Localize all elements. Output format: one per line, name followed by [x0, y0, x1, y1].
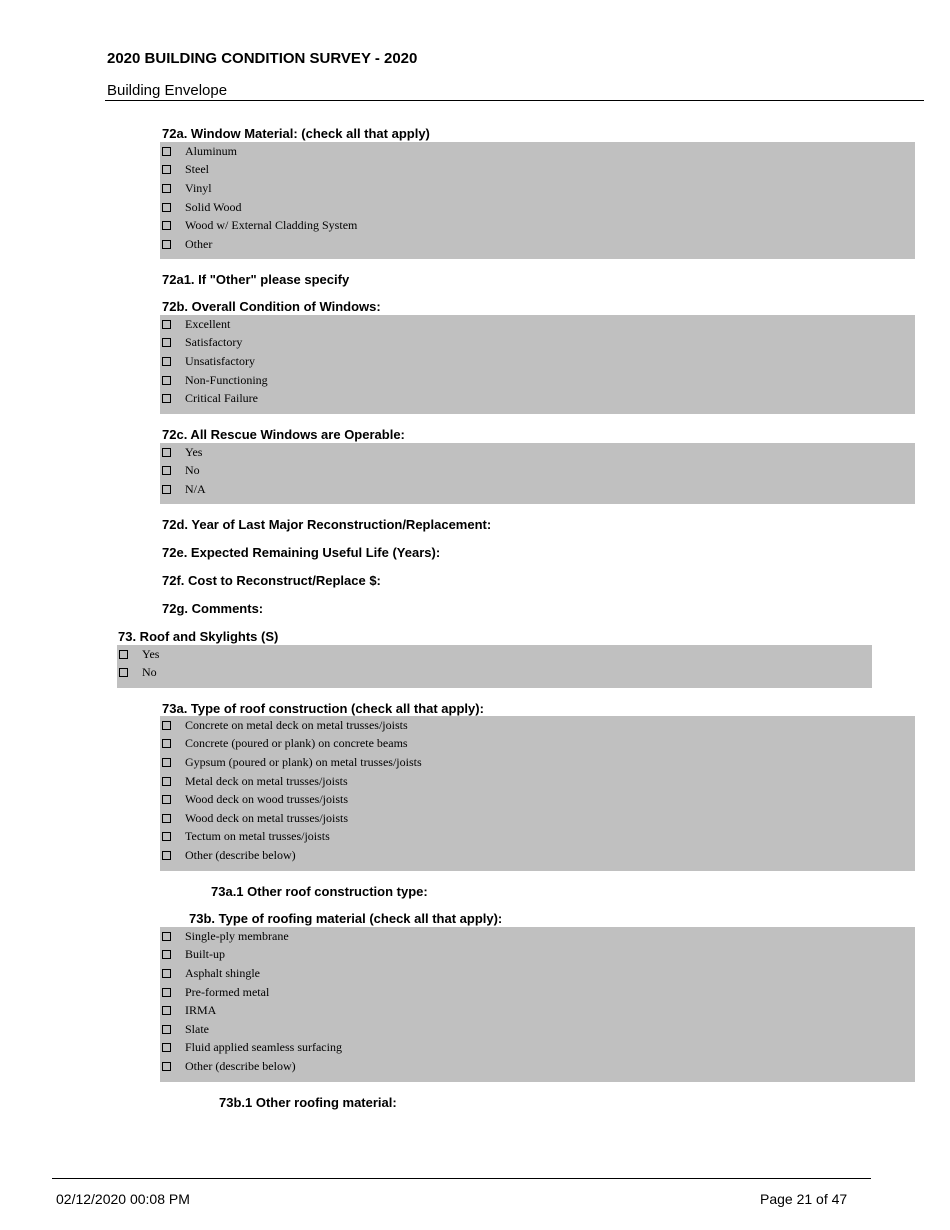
checkbox[interactable]	[162, 338, 171, 347]
question-72e: 72e. Expected Remaining Useful Life (Years):	[162, 545, 441, 560]
question-73: 73. Roof and Skylights (S)	[118, 629, 279, 644]
option-label: Yes	[142, 646, 160, 661]
checkbox[interactable]	[162, 721, 171, 730]
question-72d: 72d. Year of Last Major Reconstruction/Replacement:	[162, 517, 492, 532]
option-row[interactable]	[160, 443, 915, 462]
option-label: Single-ply membrane	[185, 928, 289, 943]
option-row[interactable]	[160, 790, 915, 809]
option-row[interactable]	[160, 142, 915, 161]
checkbox[interactable]	[162, 1062, 171, 1071]
document-title: 2020 BUILDING CONDITION SURVEY - 2020	[107, 50, 418, 67]
option-label: Wood deck on wood trusses/joists	[185, 792, 349, 807]
checkbox[interactable]	[162, 988, 171, 997]
option-label: Unsatisfactory	[185, 353, 255, 368]
checkbox[interactable]	[162, 1043, 171, 1052]
option-row[interactable]	[160, 716, 915, 735]
checkbox[interactable]	[162, 394, 171, 403]
footer-rule	[52, 1178, 871, 1179]
checkbox[interactable]	[162, 1025, 171, 1034]
checkbox[interactable]	[162, 240, 171, 249]
option-row[interactable]	[160, 946, 915, 965]
question-72f: 72f. Cost to Reconstruct/Replace $:	[162, 573, 381, 588]
option-row[interactable]	[160, 846, 915, 865]
option-label: Non-Functioning	[185, 372, 268, 387]
option-row[interactable]	[160, 334, 915, 353]
options-72c	[160, 443, 915, 504]
checkbox[interactable]	[162, 932, 171, 941]
option-label: Yes	[185, 444, 203, 459]
option-label: Vinyl	[185, 180, 212, 195]
option-label: Other	[185, 236, 213, 251]
option-row[interactable]	[160, 772, 915, 791]
option-row[interactable]	[160, 315, 915, 334]
option-label: Other (describe below)	[185, 847, 296, 862]
checkbox[interactable]	[162, 777, 171, 786]
option-label: Asphalt shingle	[185, 965, 260, 980]
checkbox[interactable]	[119, 650, 128, 659]
option-label: Concrete (poured or plank) on concrete beams	[185, 736, 408, 751]
option-row[interactable]	[160, 371, 915, 390]
checkbox[interactable]	[162, 320, 171, 329]
option-row[interactable]	[160, 1001, 915, 1020]
option-row[interactable]	[160, 198, 915, 217]
options-72b	[160, 315, 915, 414]
checkbox[interactable]	[162, 851, 171, 860]
checkbox[interactable]	[162, 466, 171, 475]
option-row[interactable]	[160, 161, 915, 180]
option-row[interactable]	[160, 809, 915, 828]
footer-page-number: Page 21 of 47	[760, 1191, 848, 1207]
option-label: No	[185, 463, 200, 478]
checkbox[interactable]	[162, 203, 171, 212]
option-row[interactable]	[160, 964, 915, 983]
question-73a1: 73a.1 Other roof construction type:	[211, 884, 428, 899]
options-73a	[160, 716, 915, 871]
option-row[interactable]	[160, 753, 915, 772]
question-73a: 73a. Type of roof construction (check all that apply):	[162, 701, 484, 716]
option-row[interactable]	[117, 664, 872, 683]
section-title: Building Envelope	[107, 82, 228, 99]
option-row[interactable]	[160, 179, 915, 198]
option-label: Solid Wood	[185, 199, 242, 214]
option-label: Excellent	[185, 316, 231, 331]
option-label: Critical Failure	[185, 391, 258, 406]
question-72a: 72a. Window Material: (check all that apply)	[162, 126, 430, 141]
option-label: Pre-formed metal	[185, 984, 270, 999]
option-row[interactable]	[160, 216, 915, 235]
checkbox[interactable]	[119, 668, 128, 677]
options-72a	[160, 142, 915, 259]
option-label: Wood w/ External Cladding System	[185, 218, 358, 233]
option-label: Aluminum	[185, 143, 238, 158]
option-label: Other (describe below)	[185, 1058, 296, 1073]
checkbox[interactable]	[162, 184, 171, 193]
question-72c: 72c. All Rescue Windows are Operable:	[162, 427, 405, 442]
option-row[interactable]	[160, 983, 915, 1002]
option-row[interactable]	[160, 735, 915, 754]
option-row[interactable]	[160, 1039, 915, 1058]
checkbox[interactable]	[162, 969, 171, 978]
option-row[interactable]	[160, 235, 915, 254]
question-73b: 73b. Type of roofing material (check all that apply):	[189, 911, 503, 926]
option-row[interactable]	[160, 828, 915, 847]
options-73	[117, 645, 872, 688]
checkbox[interactable]	[162, 357, 171, 366]
option-row[interactable]	[160, 927, 915, 946]
checkbox[interactable]	[162, 832, 171, 841]
question-72a1: 72a1. If "Other" please specify	[162, 272, 350, 287]
checkbox[interactable]	[162, 950, 171, 959]
option-label: Built-up	[185, 947, 226, 962]
option-row[interactable]	[160, 389, 915, 408]
question-72g: 72g. Comments:	[162, 601, 264, 616]
option-row[interactable]	[160, 480, 915, 499]
option-label: IRMA	[185, 1003, 217, 1018]
option-label: Tectum on metal trusses/joists	[185, 829, 330, 844]
option-label: Wood deck on metal trusses/joists	[185, 810, 349, 825]
option-row[interactable]	[160, 352, 915, 371]
options-73b	[160, 927, 915, 1082]
checkbox[interactable]	[162, 814, 171, 823]
option-label: Slate	[185, 1021, 209, 1036]
option-label: Satisfactory	[185, 335, 243, 350]
option-label: Fluid applied seamless surfacing	[185, 1040, 342, 1055]
option-label: Metal deck on metal trusses/joists	[185, 773, 348, 788]
option-row[interactable]	[160, 462, 915, 481]
option-label: Concrete on metal deck on metal trusses/joists	[185, 717, 408, 732]
option-label: Steel	[185, 162, 209, 177]
checkbox[interactable]	[162, 485, 171, 494]
option-row[interactable]	[160, 1020, 915, 1039]
checkbox[interactable]	[162, 165, 171, 174]
checkbox[interactable]	[162, 1006, 171, 1015]
question-73b1: 73b.1 Other roofing material:	[219, 1095, 397, 1110]
checkbox[interactable]	[162, 758, 171, 767]
option-label: N/A	[185, 481, 206, 496]
header-rule	[105, 100, 924, 101]
checkbox[interactable]	[162, 147, 171, 156]
checkbox[interactable]	[162, 448, 171, 457]
checkbox[interactable]	[162, 376, 171, 385]
checkbox[interactable]	[162, 739, 171, 748]
footer-date: 02/12/2020 00:08 PM	[56, 1191, 190, 1207]
option-row[interactable]	[117, 645, 872, 664]
question-72b: 72b. Overall Condition of Windows:	[162, 299, 381, 314]
option-label: No	[142, 665, 157, 680]
checkbox[interactable]	[162, 795, 171, 804]
option-row[interactable]	[160, 1057, 915, 1076]
option-label: Gypsum (poured or plank) on metal trusses/joists	[185, 754, 422, 769]
checkbox[interactable]	[162, 221, 171, 230]
